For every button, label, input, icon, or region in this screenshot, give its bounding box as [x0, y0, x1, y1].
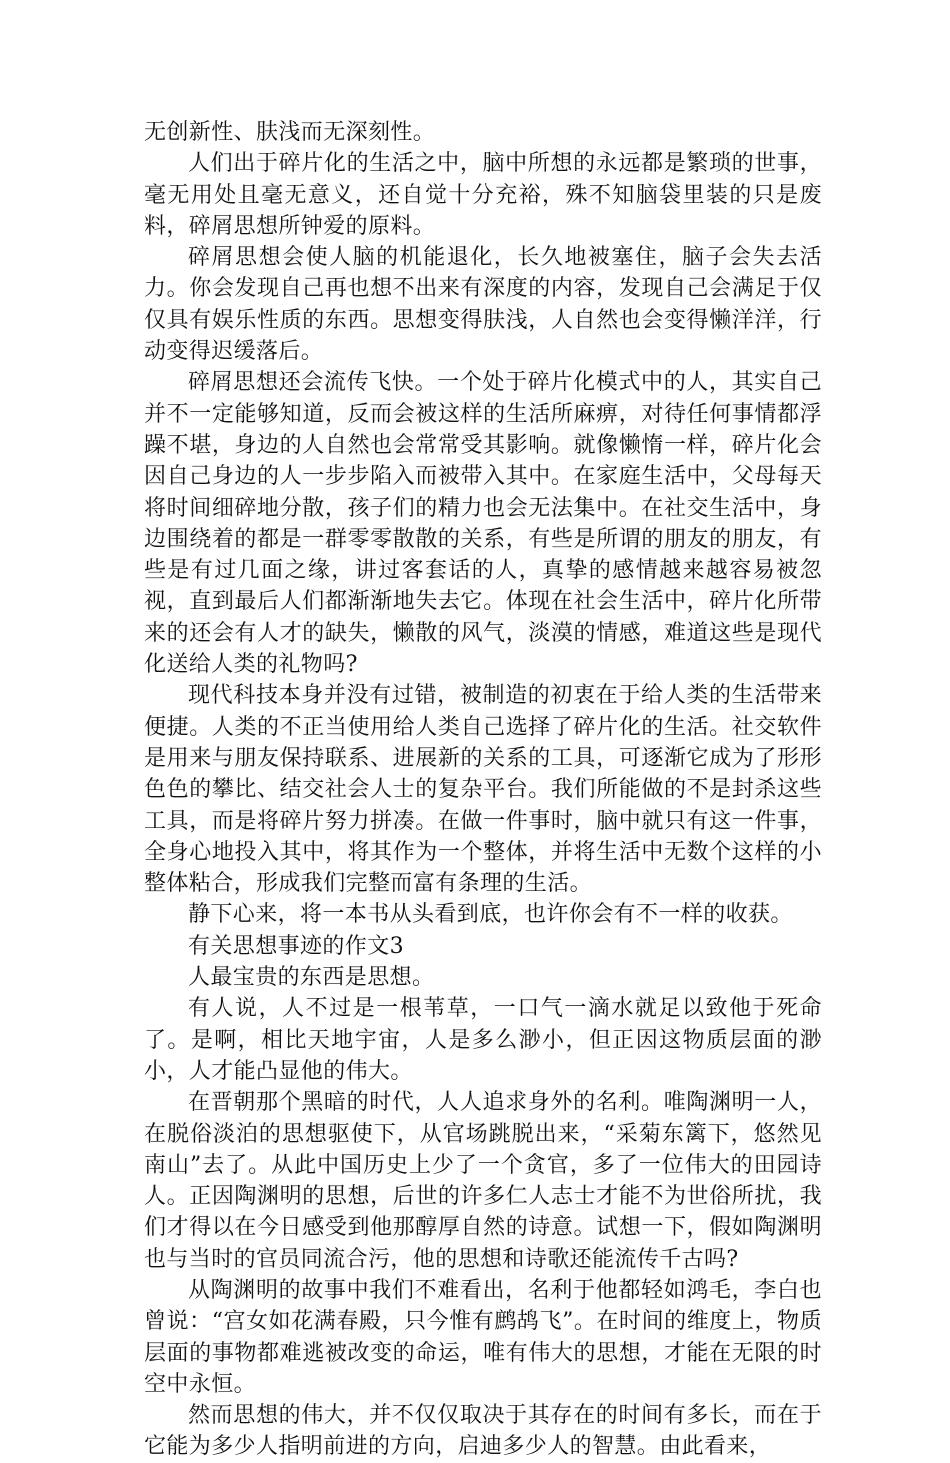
- paragraph: 人最宝贵的东西是思想。: [188, 965, 435, 991]
- section-heading: 有关思想事迹的作文3: [188, 933, 404, 959]
- paragraph: 碎屑思想还会流传飞快。一个处于碎片化模式中的人，其实自己并不一定能够知道，反而会被这样的生活所麻痹，对待任何事情都浮躁不堪，身边的人自然也会常常受其影响。就像懒惰一样，碎片化会因自己身边的人一步步陷入而被带入其中。在家庭生活中，父母每天将时间细碎地分散，孩子们的精力也会无法集中。在社交生活中，身边围绕着的都是一群零零散散的关系，有些是所谓的朋友的朋友，有些是有过几面之缘，讲过客套话的人，真挚的感情越来越容易被忽视，直到最后人们都渐渐地失去它。体现在社会生活中，碎片化所带来的还会有人才的缺失，懒散的风气，淡漠的情感，难道这些是现代化送给人类的礼物吗?: [144, 370, 822, 678]
- paragraph: 静下心来，将一本书从头看到底，也许你会有不一样的收获。: [188, 902, 793, 928]
- paragraph: 有人说，人不过是一根苇草，一口气一滴水就足以致他于死命了。是啊，相比天地宇宙，人是多么渺小，但正因这物质层面的渺小，人才能凸显他的伟大。: [144, 996, 822, 1084]
- paragraph: 从陶渊明的故事中我们不难看出，名利于他都轻如鸿毛，李白也曾说：“宫女如花满春殿，只今惟有鹧鸪飞”。在时间的维度上，物质层面的事物都难逃被改变的命运，唯有伟大的思想，才能在无限的时空中永恒。: [144, 1277, 822, 1397]
- paragraph: 然而思想的伟大，并不仅仅取决于其存在的时间有多长，而在于它能为多少人指明前进的方向，启迪多少人的智慧。由此看来，: [144, 1403, 822, 1460]
- paragraph: 人们出于碎片化的生活之中，脑中所想的永远都是繁琐的世事，毫无用处且毫无意义，还自觉十分充裕，殊不知脑袋里装的只是废料，碎屑思想所钟爱的原料。: [144, 151, 822, 239]
- paragraph-continuation: 无创新性、肤浅而无深刻性。: [144, 120, 436, 145]
- paragraph: 在晋朝那个黑暗的时代，人人追求身外的名利。唯陶渊明一人，在脱俗淡泊的思想驱使下，从官场跳脱出来，“采菊东篱下，悠然见南山”去了。从此中国历史上少了一个贪官，多了一位伟大的田园诗人。正因陶渊明的思想，后世的许多仁人志士才能不为世俗所扰，我们才得以在今日感受到他那醇厚自然的诗意。试想一下，假如陶渊明也与当时的官员同流合污，他的思想和诗歌还能流传千古吗?: [144, 1090, 822, 1272]
- paragraph: 现代科技本身并没有过错，被制造的初衷在于给人类的生活带来便捷。人类的不正当使用给人类自己选择了碎片化的生活。社交软件是用来与朋友保持联系、进展新的关系的工具，可逐渐它成为了形形色色的攀比、结交社会人士的复杂平台。我们所能做的不是封杀这些工具，而是将碎片努力拼凑。在做一件事时，脑中就只有这一件事，全身心地投入其中，将其作为一个整体，并将生活中无数个这样的小整体粘合，形成我们完整而富有条理的生活。: [144, 683, 822, 897]
- document-body: [144, 117, 822, 1463]
- paragraph: 碎屑思想会使人脑的机能退化，长久地被塞住，脑子会失去活力。你会发现自己再也想不出来有深度的内容，发现自己会满足于仅仅具有娱乐性质的东西。思想变得肤浅，人自然也会变得懒洋洋，行动变得迟缓落后。: [144, 245, 822, 365]
